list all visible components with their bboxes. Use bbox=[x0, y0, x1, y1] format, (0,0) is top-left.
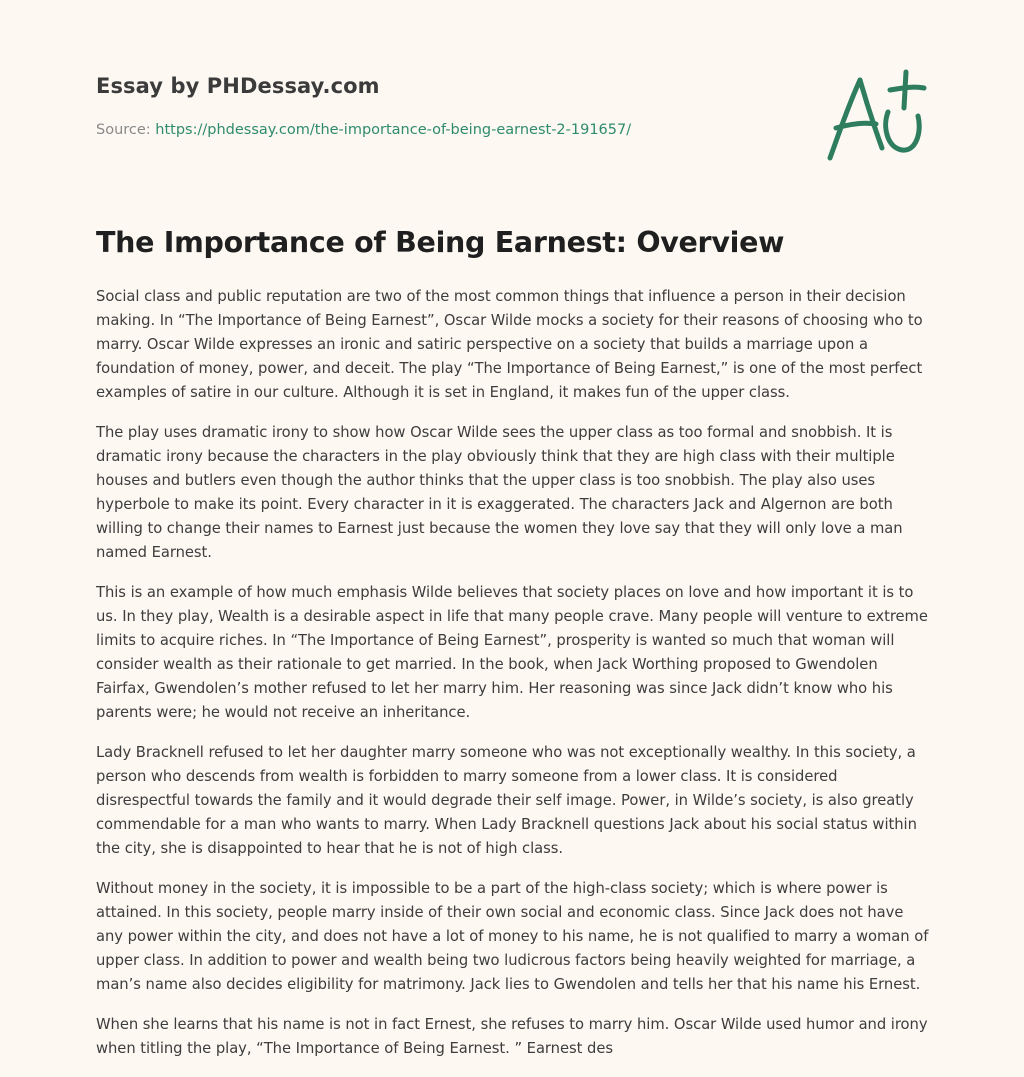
paragraph: This is an example of how much emphasis Wilde believes that society places on love and how important it is to us. In they play, Wealth is a desirable aspect in life that many people crave. Many people will venture to extreme limits to acquire riches. In “The Importance of Being Earnest”, prosperity is wanted so much that woman will consider wealth as their rationale to get married. In the book, when Jack Worthing proposed to Gwendolen Fairfax, Gwendolen’s mother refused to let her marry him. Her reasoning was since Jack didn’t know who his parents were; he would not receive an inheritance. bbox=[96, 584, 928, 721]
paragraph: Lady Bracknell refused to let her daughter marry someone who was not exceptionally wealthy. In this society, a person who descends from wealth is forbidden to marry someone from a lower class. It is considered disrespectful towards the family and it would degrade their self image. Power, in Wilde’s society, is also greatly commendable for a man who wants to marry. When Lady Bracknell questions Jack about his social status within the city, she is disappointed to hear that he is not of high class. bbox=[96, 744, 917, 857]
paragraph: Without money in the society, it is impossible to be a part of the high-class society; which is where power is attained. In this society, people marry inside of their own social and economic class. Since Jack does not have any power within the city, and does not have a lot of money to his name, he is not qualified to marry a woman of upper class. In addition to power and wealth being two ludicrous factors being heavily weighted for marriage, a man’s name also decides eligibility for matrimony. Jack lies to Gwendolen and tells her that his name his Ernest. bbox=[96, 880, 929, 993]
site-title: Essay by PHDessay.com bbox=[96, 74, 380, 98]
paragraph: Social class and public reputation are two of the most common things that influence a person in their decision making. In “The Importance of Being Earnest”, Oscar Wilde mocks a society for their reasons of choosing who to marry. Oscar Wilde expresses an ironic and satiric perspective on a society that builds a marriage upon a foundation of money, power, and deceit. The play “The Importance of Being Earnest,” is one of the most perfect examples of satire in our culture. Although it is set in England, it makes fun of the upper class. bbox=[96, 288, 923, 401]
article-title: The Importance of Being Earnest: Overview bbox=[96, 226, 785, 259]
a-plus-logo-icon bbox=[818, 66, 930, 166]
paragraph: The play uses dramatic irony to show how Oscar Wilde sees the upper class as too formal and snobbish. It is dramatic irony because the characters in the play obviously think that they are high class with their multiple houses and butlers even though the author thinks that the upper class is too snobbish. The play also uses hyperbole to make its point. Every character in it is exaggerated. The characters Jack and Algernon are both willing to change their names to Earnest just because the women they love say that they will only love a man named Earnest. bbox=[96, 424, 903, 561]
paragraph: When she learns that his name is not in fact Ernest, she refuses to marry him. Oscar Wilde used humor and irony when titling the play, “The Importance of Being Earnest. ” Earnest des bbox=[96, 1016, 928, 1057]
article-body bbox=[96, 285, 934, 1077]
page-header bbox=[96, 74, 716, 138]
source-label: Source: bbox=[96, 122, 156, 138]
source-line bbox=[96, 122, 716, 138]
source-link[interactable]: https://phdessay.com/the-importance-of-being-earnest-2-191657/ bbox=[155, 122, 632, 138]
